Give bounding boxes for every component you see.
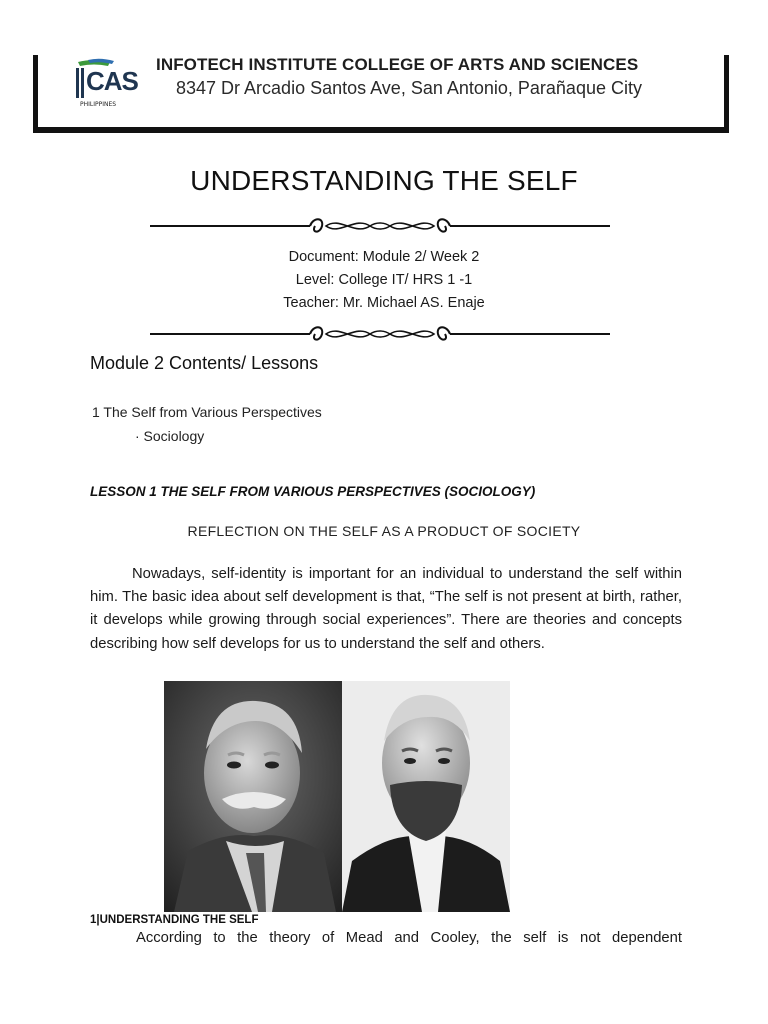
portrait-photo-left bbox=[164, 681, 342, 912]
module-contents-heading: Module 2 Contents/ Lessons bbox=[90, 353, 319, 373]
school-name: INFOTECH INSTITUTE COLLEGE OF ARTS AND SCIENCES bbox=[156, 55, 639, 74]
meta-teacher: Teacher: Mr. Michael AS. Enaje bbox=[283, 295, 485, 311]
reflection-heading: REFLECTION ON THE SELF AS A PRODUCT OF SOCIETY bbox=[187, 523, 581, 539]
meta-document: Document: Module 2/ Week 2 bbox=[288, 249, 480, 265]
toc-item-perspectives: 1 The Self from Various Perspectives bbox=[92, 404, 322, 420]
logo-text: CAS bbox=[86, 66, 138, 96]
ornamental-divider-bottom bbox=[150, 322, 610, 346]
body-paragraph-continued: According to the theory of Mead and Cooley, the self is not dependent bbox=[136, 930, 682, 946]
portrait-photo-right bbox=[342, 681, 510, 912]
document-title: UNDERSTANDING THE SELF bbox=[190, 165, 578, 196]
page-footer-label: 1|UNDERSTANDING THE SELF bbox=[90, 914, 259, 926]
meta-level: Level: College IT/ HRS 1 -1 bbox=[295, 272, 473, 288]
school-header-banner bbox=[33, 55, 729, 133]
school-logo bbox=[74, 58, 144, 108]
lesson-heading: LESSON 1 THE SELF FROM VARIOUS PERSPECTIVES (SOCIOLOGY) bbox=[90, 484, 536, 499]
school-address: 8347 Dr Arcadio Santos Ave, San Antonio, Parañaque City bbox=[176, 78, 642, 98]
logo-subtext: PHILIPPINES bbox=[80, 101, 117, 108]
body-paragraph: Nowadays, self-identity is important for an individual to understand the self within him. The basic idea about self development is that, “The self is not present at birth, rather, it develops while growing through social experiences”. There are theories and concepts describing how self develops for us to understand the self and others. bbox=[90, 566, 682, 652]
toc-subitem-sociology: · Sociology bbox=[135, 428, 205, 444]
ornamental-divider-top bbox=[150, 214, 610, 238]
